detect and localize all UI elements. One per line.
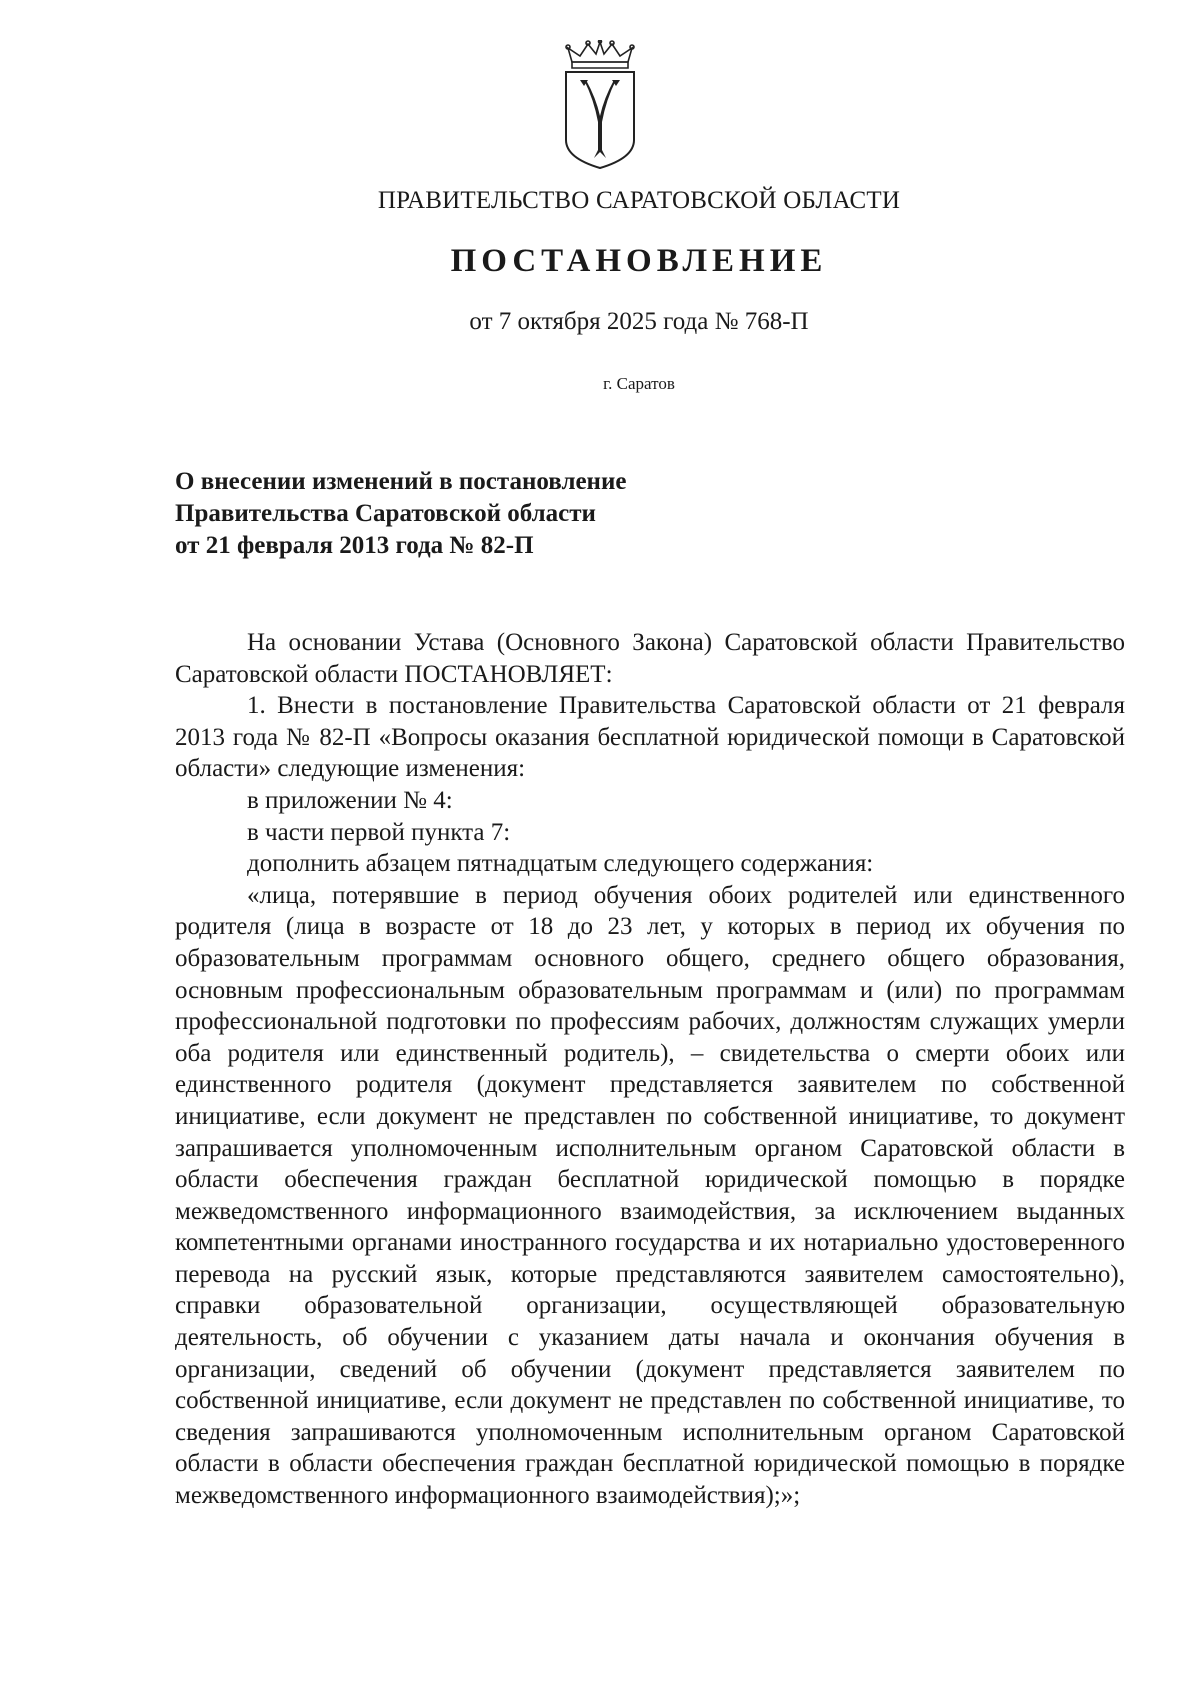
document-subject xyxy=(175,466,626,562)
document-city: г. Саратов xyxy=(603,374,675,393)
body-paragraph: в приложении № 4: xyxy=(247,786,453,814)
body-paragraph: На основании Устава (Основного Закона) Саратовской области Правительство Саратовской области ПОСТАНОВЛЯЕТ: xyxy=(175,629,1125,688)
subject-line: от 21 февраля 2013 года № 82-П xyxy=(175,532,534,559)
body-paragraph: в части первой пункта 7: xyxy=(247,818,511,846)
government-name: ПРАВИТЕЛЬСТВО САРАТОВСКОЙ ОБЛАСТИ xyxy=(377,187,901,214)
subject-line: Правительства Саратовской области xyxy=(175,500,596,527)
document-type: ПОСТАНОВЛЕНИЕ xyxy=(450,243,828,279)
document-date-number: от 7 октября 2025 года № 768-П xyxy=(469,308,809,335)
body-paragraph: дополнить абзацем пятнадцатым следующего содержания: xyxy=(247,850,874,878)
body-paragraph: «лица, потерявшие в период обучения обоих родителей или единственного родителя (лица в возрасте от 18 до 23 лет, у которых в период их обучения по образовательным программам основного общего, среднего общего образования, основным профессиональным образовательным программам и (или) по программам профессиональной подготовки по профессиям рабочих, должностям служащих умерли оба родителя или единственный родитель), – свидетельства о смерти обоих или единственного родителя (документ представляется заявителем по собственной инициативе, если документ не представлен по собственной инициативе, то документ запрашивается уполномоченным исполнительным органом Саратовской области в области обеспечения граждан бесплатной юридической помощью в порядке межведомственного информационного взаимодействия, за исключением выданных компетентными органами иностранного государства и их нотариально удостоверенного перевода на русский язык, которые представляются заявителем самостоятельно), справки образовательной организации, осуществляющей образовательную деятельность, об обучении с указанием даты начала и окончания обучения в организации, сведений об обучении (документ представляется заявителем по собственной инициативе, если документ не представлен по собственной инициативе, то сведения запрашиваются уполномоченным исполнительным органом Саратовской области в области обеспечения граждан бесплатной юридической помощью в порядке межведомственного информационного взаимодействия);»; xyxy=(175,881,1125,1510)
document-body xyxy=(175,627,1125,1512)
saratov-coat-of-arms-icon xyxy=(560,40,640,170)
body-paragraph: 1. Внести в постановление Правительства Саратовской области от 21 февраля 2013 года № 82-П «Вопросы оказания бесплатной юридической помощи в Саратовской области» следующие изменения: xyxy=(175,692,1125,783)
subject-line: О внесении изменений в постановление xyxy=(175,468,627,495)
